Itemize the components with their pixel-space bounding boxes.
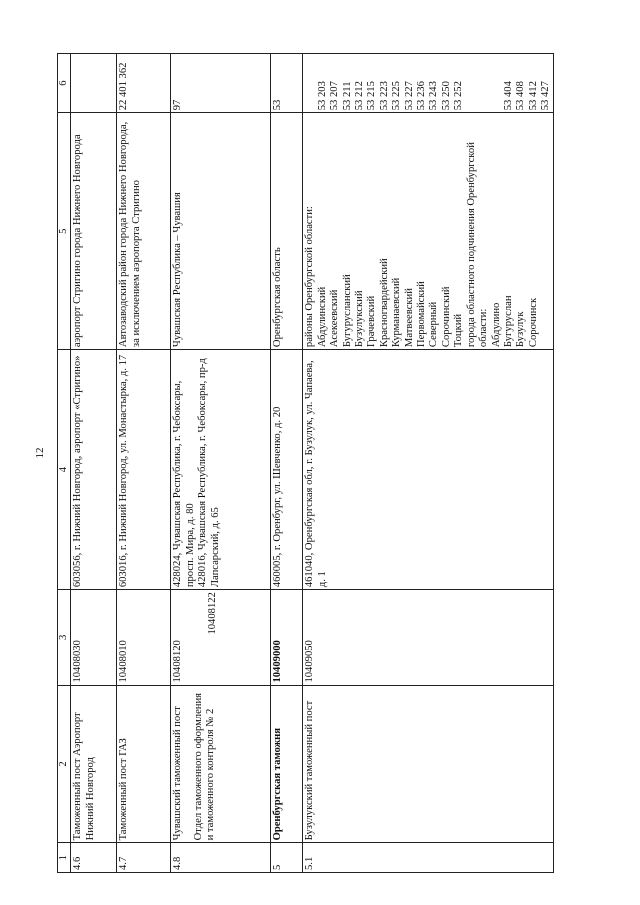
okato-code: 53 408 xyxy=(515,81,527,111)
post-address: 603056, г. Нижний Новгород, аэропорт «Стригино» xyxy=(71,350,117,590)
post-code: 10408120 xyxy=(172,640,184,683)
col-header-3: 3 xyxy=(58,590,71,685)
col-header-4: 4 xyxy=(58,350,71,590)
customs-territory: Оренбургская область xyxy=(271,113,303,350)
rotated-table-container xyxy=(57,53,599,873)
row-number: 4.8 xyxy=(171,843,271,873)
table-row xyxy=(303,54,554,873)
header-row xyxy=(58,54,71,873)
okato-code: 53 404 xyxy=(502,81,514,111)
city-item: Бузулук xyxy=(515,311,527,348)
district-item: Бугурусланский xyxy=(341,274,353,348)
district-item: Грачевский xyxy=(366,295,378,348)
okato-code: 53 207 xyxy=(329,81,341,111)
district-item: Первомайский xyxy=(416,281,428,348)
district-item: Курманаевский xyxy=(391,277,403,348)
sub-department-address: 428016, Чувашская Республика, г. Чебоксары, пр-д Лапсарский, д. 65 xyxy=(197,358,221,588)
okato-code: 53 223 xyxy=(378,81,390,111)
sub-department-name: Отдел таможенного оформления и таможенного контроля № 2 xyxy=(192,692,217,841)
district-item: Красногвардейский xyxy=(378,258,390,348)
col-header-2: 2 xyxy=(58,685,71,843)
okato-code: 53 412 xyxy=(527,81,539,111)
post-territory: Автозаводский район города Нижнего Новгорода, за исключением аэропорта Стригино xyxy=(117,113,171,350)
post-territory-list xyxy=(303,113,554,350)
col-header-6: 6 xyxy=(58,54,71,113)
city-item: Сорочинск xyxy=(527,297,539,348)
okato-code: 53 225 xyxy=(391,81,403,111)
page-number: 12 xyxy=(34,447,46,459)
post-territory: аэропорт Стригино города Нижнего Новгорода xyxy=(71,113,117,350)
district-item: Северный xyxy=(428,301,440,348)
post-address: 428024, Чувашская Республика, г. Чебоксары, просп. Мира, д. 80 xyxy=(172,380,196,588)
okato-code: 53 250 xyxy=(440,81,452,111)
okato-code: 53 203 xyxy=(316,81,328,111)
post-address: 461040, Оренбургская обл, г. Бузулук, ул. Чапаева, д. 1 xyxy=(303,350,554,590)
row-number: 4.7 xyxy=(117,843,171,873)
okato-code: 53 236 xyxy=(416,81,428,111)
post-address: 603016, г. Нижний Новгород, ул. Монастырка, д. 17 xyxy=(117,350,171,590)
row-number: 5 xyxy=(271,843,303,873)
city-item: Бугуруслан xyxy=(502,295,514,348)
district-item: Матвеевский xyxy=(403,288,415,348)
row-number: 4.6 xyxy=(71,843,117,873)
okato-code xyxy=(71,54,117,113)
table-row xyxy=(271,54,303,873)
okato-code: 53 212 xyxy=(354,81,366,111)
post-code-cell xyxy=(171,590,271,685)
row-number: 5.1 xyxy=(303,843,554,873)
col-header-5: 5 xyxy=(58,113,71,350)
col-header-1: 1 xyxy=(58,843,71,873)
okato-code: 97 xyxy=(171,54,271,113)
post-name: Таможенный пост ГАЗ xyxy=(117,685,171,843)
table-row xyxy=(71,54,117,873)
customs-code: 10409000 xyxy=(271,590,303,685)
district-item: Асекеевский xyxy=(329,289,341,348)
post-address-cell xyxy=(171,350,271,590)
district-item: Сорочинский xyxy=(440,286,452,348)
customs-name: Оренбургская таможня xyxy=(271,685,303,843)
table-row xyxy=(117,54,171,873)
sub-department-code: 10408122 xyxy=(206,592,218,635)
post-code: 10408030 xyxy=(71,590,117,685)
post-code: 10408010 xyxy=(117,590,171,685)
okato-code: 22 401 362 xyxy=(117,54,171,113)
okato-code: 53 227 xyxy=(403,81,415,111)
okato-code-list xyxy=(303,54,554,113)
table-row xyxy=(171,54,271,873)
post-name: Бузулукский таможенный пост xyxy=(303,685,554,843)
district-item: Тоцкий xyxy=(453,313,465,348)
okato-code: 53 xyxy=(271,54,303,113)
okato-code: 53 252 xyxy=(453,81,465,111)
district-item: Бузулукский xyxy=(354,290,366,348)
okato-code: 53 243 xyxy=(428,81,440,111)
post-code: 10409050 xyxy=(303,590,554,685)
post-name: Чувашский таможенный пост xyxy=(172,706,184,841)
districts-heading: районы Оренбургской области: xyxy=(304,206,316,348)
cities-heading: города областного подчинения Оренбургской области: xyxy=(465,142,490,348)
post-name: Таможенный пост Аэропорт Нижний Новгород xyxy=(71,685,117,843)
post-name-cell xyxy=(171,685,271,843)
okato-code: 53 215 xyxy=(366,81,378,111)
city-item: Абдулино xyxy=(490,302,502,348)
customs-address: 460005, г. Оренбург, ул. Шевченко, д. 20 xyxy=(271,350,303,590)
okato-code: 53 211 xyxy=(341,81,353,111)
okato-code: 53 427 xyxy=(540,81,552,111)
customs-table xyxy=(57,53,554,873)
post-territory: Чувашская Республика – Чувашия xyxy=(171,113,271,350)
district-item: Абдулинский xyxy=(316,286,328,348)
